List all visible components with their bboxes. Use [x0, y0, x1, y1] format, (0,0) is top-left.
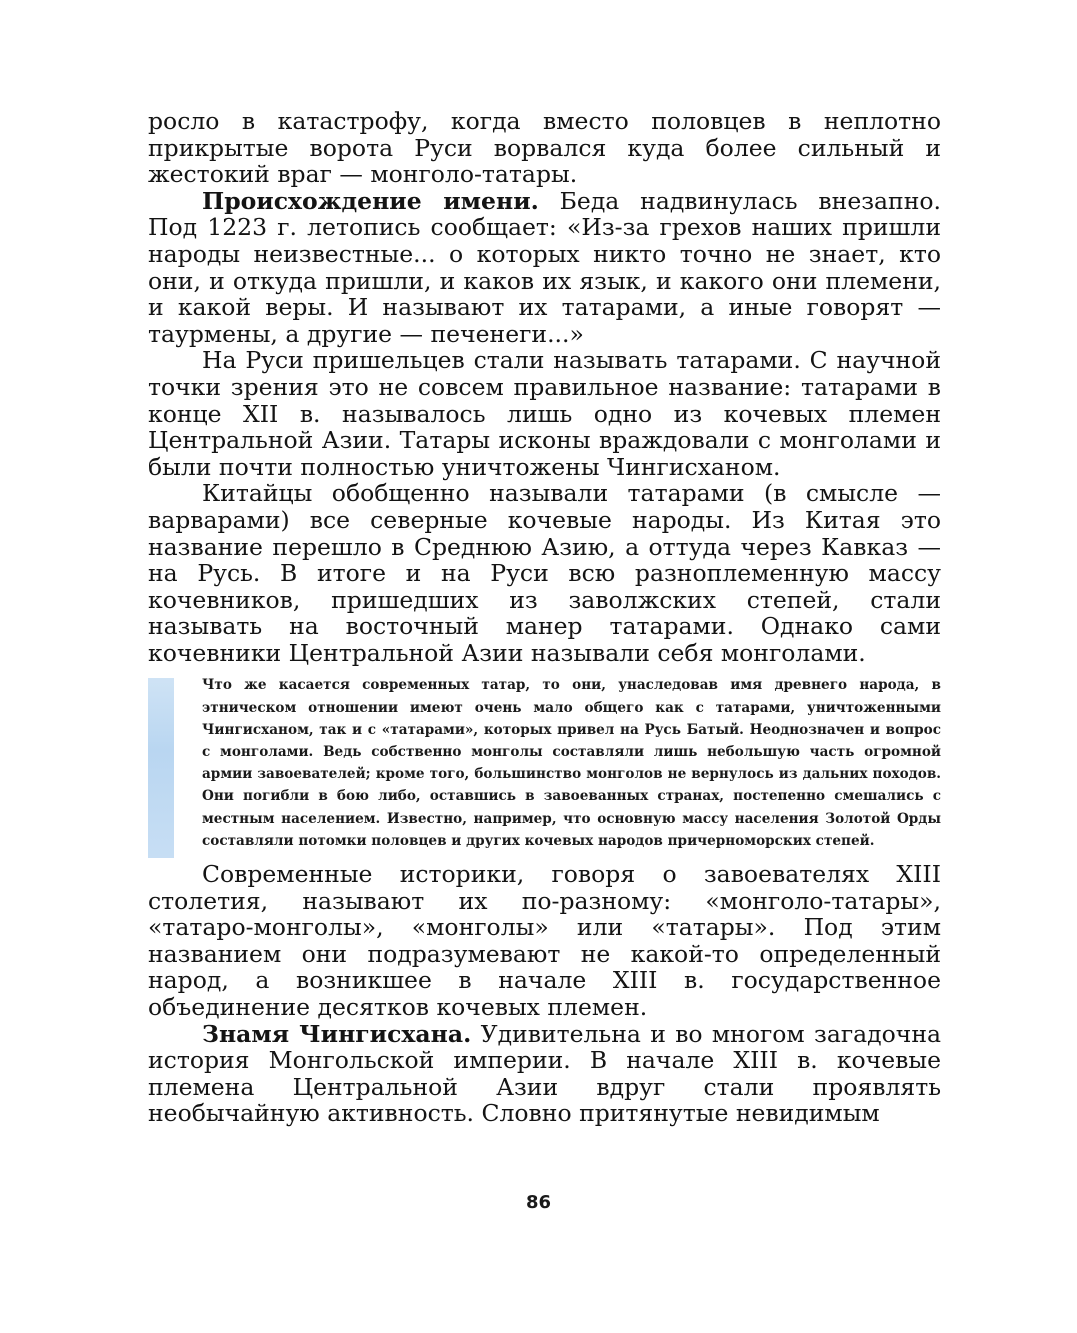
page-number: 86	[525, 1192, 552, 1213]
paragraph-4: Китайцы обобщенно называли татарами (в смысле — варварами) все северные кочевые народы. Из Китая это название перешло в Среднюю Азию, а оттуда через Кавказ — на Русь. В итоге и на Руси всю разноплеменную массу кочевников, пришедших из заволжских степей, стали называть на восточный манер татарами. Однако сами кочевники Центральной Азии называли себя монголами.	[148, 479, 941, 667]
paragraph-1: росло в катастрофу, когда вместо половцев в неплотно прикрытые ворота Руси ворвался куда более сильный и жестокий враг — монголо-татары.	[148, 107, 941, 189]
paragraph-5: Современные историки, говоря о завоевателях XIII столетия, называют их по-разному: «монголо-татары», «татаро-монголы», «монголы» или «татары». Под этим названием они подразумевают не какой-то определенный народ, а возникшее в начале XIII в. государственное объединение десятков кочевых племен.	[148, 860, 941, 1022]
section-heading-genghis-banner: Знамя Чингисхана.	[202, 1019, 472, 1048]
paragraph-genghis-banner	[148, 1021, 941, 1127]
paragraph-3: На Руси пришельцев стали называть татарами. С научной точки зрения это не совсем правильное название: татарами в конце XII в. называлось лишь одно из кочевых племен Центральной Азии. Татары исконы враждовали с монголами и были почти полностью уничтожены Чингисханом.	[148, 346, 941, 481]
note-text: Что же касается современных татар, то они, унаследовав имя древнего народа, в этническом отношении имеют очень мало общего как с татарами, уничтоженными Чингисханом, так и с «татарами», которых привел на Русь Батый. Неоднозначен и вопрос с монголами. Ведь собственно монголы составляли лишь небольшую часть огромной армии завоевателей; кроме того, большинство монголов не вернулось из дальних походов. Они погибли в бою либо, оставшись в завоеванных странах, постепенно смешались с местным населением. Известно, например, что основную массу населения Золотой Орды составляли потомки половцев и других кочевых народов причерноморских степей.	[202, 677, 941, 849]
paragraph-origin-of-name-text: Беда надвинулась внезапно. Под 1223 г. летопись сообщает: «Из-за грехов наших пришли народы неизвестные... о которых никто точно не знает, кто они, и откуда пришли, и каков их язык, и какого они племени, и какой веры. И называют их татарами, а иные говорят — таурмены, а другие — печенеги...»	[148, 186, 941, 348]
paragraph-genghis-banner-text: Удивительна и во многом загадочна история Монгольской империи. В начале XIII в. кочевые племена Центральной Азии вдруг стали проявлять необычайную активность. Словно притянутые невидимым	[148, 1019, 942, 1128]
paragraph-origin-of-name	[148, 188, 941, 348]
note-accent-bar	[148, 678, 174, 858]
section-heading-origin-of-name: Происхождение имени.	[202, 186, 539, 215]
page-body	[148, 108, 941, 1127]
sidebar-note	[148, 674, 941, 852]
